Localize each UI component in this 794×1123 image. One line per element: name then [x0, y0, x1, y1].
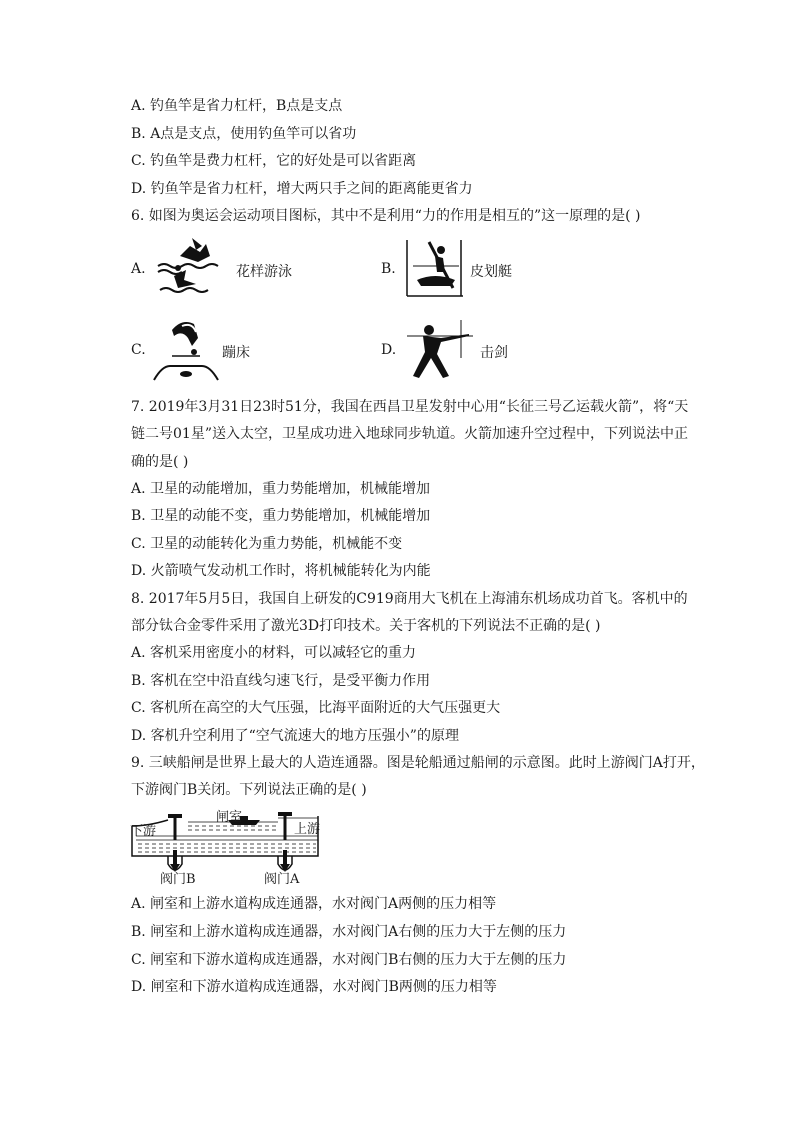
- q7-option-c: C. 卫星的动能转化为重力势能，机械能不变: [131, 536, 403, 552]
- q7-option-a: A. 卫星的动能增加，重力势能增加，机械能增加: [131, 481, 431, 497]
- q6-option-d-label: 击剑: [480, 345, 508, 361]
- q6-option-a-letter: A.: [131, 261, 146, 277]
- upstream-label: 上游: [294, 822, 321, 837]
- valve-b-label: 阀门B: [160, 872, 196, 887]
- q8-option-b: B. 客机在空中沿直线匀速飞行，是受平衡力作用: [131, 673, 431, 689]
- fencing-icon: [405, 318, 475, 382]
- q9-option-b: B. 闸室和上游水道构成连通器，水对阀门A右侧的压力大于左侧的压力: [131, 924, 567, 940]
- q6-option-b-letter: B.: [381, 261, 396, 277]
- ship-lock-diagram: [128, 806, 328, 886]
- q8-option-d: D. 客机升空利用了“空气流速大的地方压强小”的原理: [131, 728, 459, 744]
- valve-a-label: 阀门A: [264, 872, 300, 887]
- q9-stem-line-1: 9. 三峡船闸是世界上最大的人造连通器。图是轮船通过船闸的示意图。此时上游阀门A打开，: [131, 755, 705, 771]
- q8-option-c: C. 客机所在高空的大气压强，比海平面附近的大气压强更大: [131, 700, 501, 716]
- q9-option-a: A. 闸室和上游水道构成连通器，水对阀门A两侧的压力相等: [131, 896, 497, 912]
- canoe-icon: [405, 236, 465, 300]
- q5-option-c: C. 钓鱼竿是费力杠杆，它的好处是可以省距离: [131, 153, 417, 169]
- lock-chamber-label: 闸室: [216, 810, 243, 825]
- q7-stem-line-2: 链二号01星”送入太空，卫星成功进入地球同步轨道。火箭加速升空过程中，下列说法中正: [131, 426, 688, 442]
- q6-option-b-label: 皮划艇: [470, 264, 512, 280]
- q6-option-d-letter: D.: [381, 342, 397, 358]
- q9-stem-line-2: 下游阀门B关闭。下列说法正确的是( ): [131, 782, 367, 798]
- q6-option-c-letter: C.: [131, 342, 146, 358]
- q7-stem-line-3: 确的是( ): [131, 454, 189, 470]
- q7-stem-line-1: 7. 2019年3月31日23时51分，我国在西昌卫星发射中心用“长征三号乙运载火箭”，将“天: [131, 399, 689, 415]
- synchronized-swimming-icon: [156, 236, 222, 300]
- q9-option-c: C. 闸室和下游水道构成连通器，水对阀门B右侧的压力大于左侧的压力: [131, 952, 567, 968]
- q6-option-c-label: 蹦床: [222, 345, 250, 361]
- trampoline-icon: [152, 316, 220, 382]
- q6-option-a-label: 花样游泳: [236, 264, 292, 280]
- q8-option-a: A. 客机采用密度小的材料，可以减轻它的重力: [131, 645, 417, 661]
- q8-stem-line-1: 8. 2017年5月5日，我国自上研发的C919商用大飞机在上海浦东机场成功首飞。客机中的: [131, 591, 688, 607]
- q5-option-a: A. 钓鱼竿是省力杠杆，B点是支点: [131, 98, 343, 114]
- q6-stem: 6. 如图为奥运会运动项目图标，其中不是利用“力的作用是相互的”这一原理的是( ): [131, 208, 641, 224]
- q9-option-d: D. 闸室和下游水道构成连通器，水对阀门B两侧的压力相等: [131, 979, 497, 995]
- downstream-label: 下游: [130, 824, 157, 839]
- q7-option-d: D. 火箭喷气发动机工作时，将机械能转化为内能: [131, 563, 431, 579]
- q8-stem-line-2: 部分钛合金零件采用了激光3D打印技术。关于客机的下列说法不正确的是( ): [131, 618, 601, 634]
- q7-option-b: B. 卫星的动能不变，重力势能增加，机械能增加: [131, 508, 431, 524]
- q5-option-b: B. A点是支点，使用钓鱼竿可以省功: [131, 126, 357, 142]
- q5-option-d: D. 钓鱼竿是省力杠杆，增大两只手之间的距离能更省力: [131, 181, 473, 197]
